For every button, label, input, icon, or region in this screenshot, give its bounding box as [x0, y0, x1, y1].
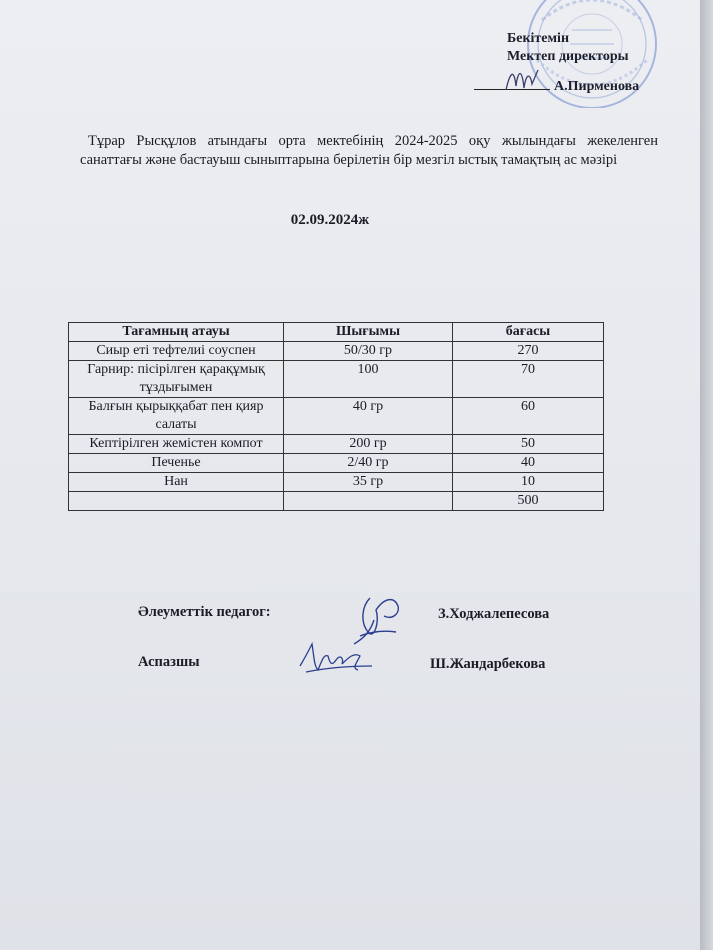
social-pedagogue-label: Әлеуметтік педагог:	[138, 604, 271, 620]
dish-name: Сиыр еті тефтелиі соуспен	[69, 342, 284, 361]
dish-price: 40	[453, 454, 604, 473]
dish-yield: 40 гр	[284, 398, 453, 435]
table-row	[69, 435, 604, 454]
dish-yield: 35 гр	[284, 473, 453, 492]
dish-name: Гарнир: пісірілген қарақұмық тұздығымен	[69, 361, 284, 398]
cook-label: Аспазшы	[138, 654, 200, 670]
dish-price: 270	[453, 342, 604, 361]
dish-yield: 50/30 гр	[284, 342, 453, 361]
dish-name: Кептірілген жемістен компот	[69, 435, 284, 454]
dish-price: 10	[453, 473, 604, 492]
dish-name: Балғын қырыққабат пен қияр салаты	[69, 398, 284, 435]
dish-yield: 200 гр	[284, 435, 453, 454]
table-total-row	[69, 492, 604, 511]
director-name: А.Пирменова	[554, 79, 640, 94]
menu-description: Тұрар Рысқұлов атындағы орта мектебінің 2024-2025 оқу жылындағы жекеленген санаттағы және бастауыш сыныптарына берілетін бір мезгіл ыстық тамақтың ас мәзірі	[80, 133, 658, 168]
dish-price: 60	[453, 398, 604, 435]
approval-position: Мектеп директоры	[507, 49, 629, 64]
dish-name: Печенье	[69, 454, 284, 473]
header-price: бағасы	[453, 323, 604, 342]
table-header-row	[69, 323, 604, 342]
table-row	[69, 473, 604, 492]
total-label-cell	[69, 492, 284, 511]
dish-yield: 100	[284, 361, 453, 398]
menu-table	[68, 322, 604, 511]
dish-price: 70	[453, 361, 604, 398]
header-dish-name: Тағамның атауы	[69, 323, 284, 342]
total-price: 500	[453, 492, 604, 511]
table-row	[69, 454, 604, 473]
cook-signature	[296, 636, 376, 680]
director-signature	[502, 64, 542, 96]
menu-date: 02.09.2024ж	[290, 212, 370, 228]
dish-name: Нан	[69, 473, 284, 492]
background-wall	[700, 0, 713, 950]
header-yield: Шығымы	[284, 323, 453, 342]
total-empty-cell	[284, 492, 453, 511]
approval-title: Бекітемін	[507, 31, 570, 46]
dish-price: 50	[453, 435, 604, 454]
cook-name: Ш.Жандарбекова	[430, 656, 546, 672]
table-row	[69, 361, 604, 398]
table-row	[69, 398, 604, 435]
dish-yield: 2/40 гр	[284, 454, 453, 473]
table-row	[69, 342, 604, 361]
social-pedagogue-name: З.Ходжалепесова	[438, 606, 550, 622]
